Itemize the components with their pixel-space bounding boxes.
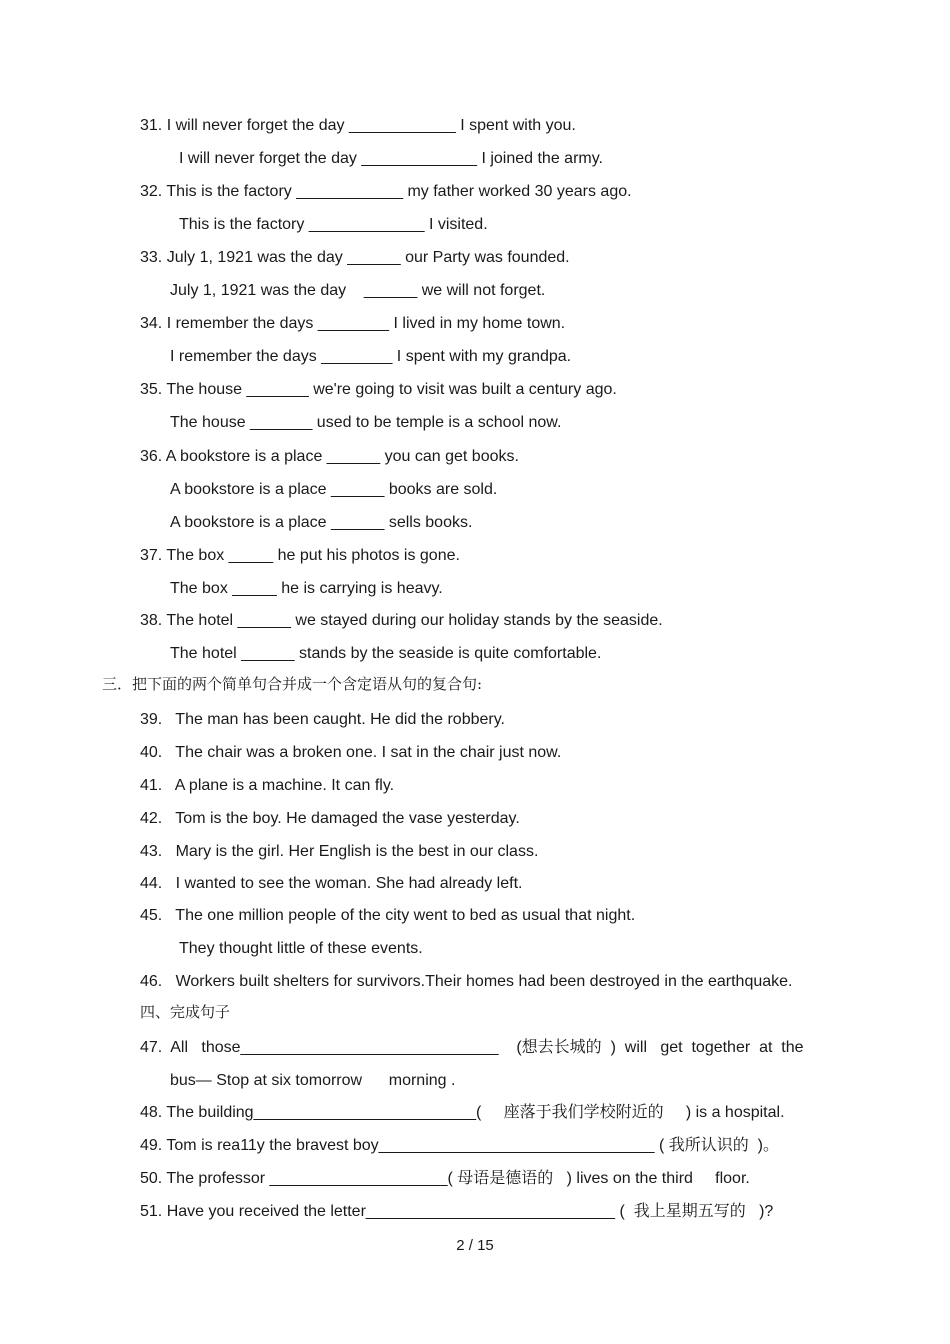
q43: 43. Mary is the girl. Her English is the best in our class. xyxy=(140,843,539,860)
q45-line2: They thought little of these events. xyxy=(179,940,423,957)
q45-line1: 45. The one million people of the city went to bed as usual that night. xyxy=(140,907,636,924)
q34-line1: 34. I remember the days ________ I lived in my home town. xyxy=(140,315,566,332)
q32-line2: This is the factory _____________ I visited. xyxy=(179,216,488,233)
q31-line2: I will never forget the day _____________ I joined the army. xyxy=(179,150,603,167)
page-number: 2 / 15 xyxy=(456,1237,494,1254)
q47-line1: 47. All those_____________________________ (想去长城的 ) will get together at the xyxy=(140,1039,804,1056)
q49: 49. Tom is rea11y the bravest boy_______________________________ ( 我所认识的 )。 xyxy=(140,1137,779,1154)
q32-line1: 32. This is the factory ____________ my father worked 30 years ago. xyxy=(140,183,632,200)
q42: 42. Tom is the boy. He damaged the vase yesterday. xyxy=(140,810,520,827)
q33-line2: July 1, 1921 was the day ______ we will not forget. xyxy=(170,282,546,299)
q39: 39. The man has been caught. He did the robbery. xyxy=(140,711,505,728)
q51: 51. Have you received the letter____________________________ ( 我上星期五写的 )? xyxy=(140,1203,774,1220)
section-3-heading: 三．把下面的两个简单句合并成一个含定语从句的复合句: xyxy=(102,675,483,693)
q40: 40. The chair was a broken one. I sat in the chair just now. xyxy=(140,744,562,761)
q41: 41. A plane is a machine. It can fly. xyxy=(140,777,395,794)
q33-line1: 33. July 1, 1921 was the day ______ our Party was founded. xyxy=(140,249,570,266)
q34-line2: I remember the days ________ I spent with my grandpa. xyxy=(170,348,572,365)
q36-line2: A bookstore is a place ______ books are sold. xyxy=(170,481,498,498)
q35-line2: The house _______ used to be temple is a school now. xyxy=(170,414,562,431)
q36-line1: 36. A bookstore is a place ______ you can get books. xyxy=(140,448,519,465)
q38-line1: 38. The hotel ______ we stayed during our holiday stands by the seaside. xyxy=(140,612,663,629)
q37-line1: 37. The box _____ he put his photos is gone. xyxy=(140,547,460,564)
q48: 48. The building_________________________( 座落于我们学校附近的 ) is a hospital. xyxy=(140,1104,785,1121)
q37-line2: The box _____ he is carrying is heavy. xyxy=(170,580,443,597)
q36-line3: A bookstore is a place ______ sells books. xyxy=(170,514,473,531)
q31-line1: 31. I will never forget the day ____________ I spent with you. xyxy=(140,117,576,134)
q50: 50. The professor ____________________( 母语是德语的 ) lives on the third floor. xyxy=(140,1170,750,1187)
q46: 46. Workers built shelters for survivors.Their homes had been destroyed in the earthquake. xyxy=(140,973,793,990)
q38-line2: The hotel ______ stands by the seaside is quite comfortable. xyxy=(170,645,602,662)
section-4-heading: 四、完成句子 xyxy=(140,1003,231,1021)
q47-line2: bus— Stop at six tomorrow morning . xyxy=(170,1072,456,1089)
q35-line1: 35. The house _______ we're going to visit was built a century ago. xyxy=(140,381,617,398)
q44: 44. I wanted to see the woman. She had already left. xyxy=(140,875,523,892)
